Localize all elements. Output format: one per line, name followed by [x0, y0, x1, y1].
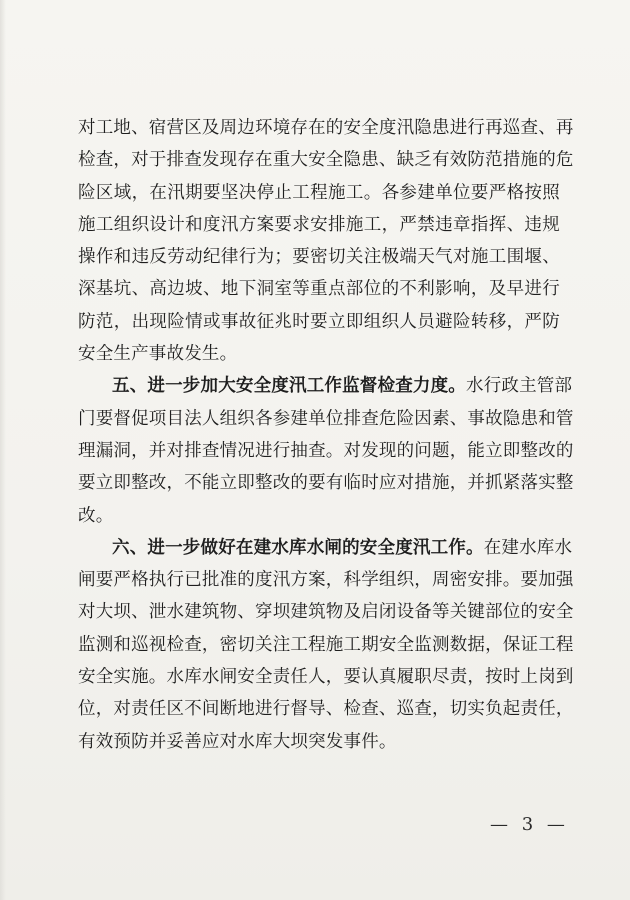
bleed-through-stamp: [80, 731, 380, 755]
paragraph-line: 闸要严格执行已批准的度汛方案，科学组织，周密安排。要加强: [78, 570, 574, 591]
document-body: [78, 112, 574, 758]
page-number: — 3 —: [490, 814, 569, 835]
paragraph-line: 要立即整改，不能立即整改的要有临时应对措施，并抓紧落实整: [78, 473, 574, 494]
section-six-first-line-rest: 在建水库水: [483, 537, 573, 558]
paragraph-line: 施工组织设计和度汛方案要求安排施工，严禁违章指挥、违规: [78, 214, 560, 235]
paragraph-line: 防范，出现险情或事故征兆时要立即组织人员避险转移，严防: [78, 311, 560, 332]
paragraph-line: 位，对责任区不间断地进行督导、检查、巡查，切实负起责任，: [78, 699, 574, 720]
paragraph-line: 监测和巡视检查，密切关注工程施工期安全监测数据，保证工程: [78, 634, 574, 655]
scan-edge: [0, 0, 6, 900]
paragraph-line: 对工地、宿营区及周边环境存在的安全度汛隐患进行再巡查、再: [78, 118, 574, 138]
section-six-first-line: [78, 532, 573, 564]
section-six-heading: 六、进一步做好在建水库水闸的安全度汛工作。: [112, 537, 484, 558]
paragraph-line: 操作和违反劳动纪律行为；要密切关注极端天气对施工围堰、: [78, 247, 560, 268]
paragraph-line: 理漏洞，并对排查情况进行抽查。对发现的问题，能立即整改的: [78, 440, 574, 461]
paragraph-line: 改。: [78, 505, 114, 526]
paragraph-line: 有效预防并妥善应对水库大坝突发事件。: [78, 731, 397, 752]
section-five-first-line: [78, 370, 573, 402]
paragraph-line: 安全生产事故发生。: [78, 344, 238, 365]
section-five-heading: 五、进一步加大安全度汛工作监督检查力度。: [112, 376, 466, 397]
paragraph-line: 检查，对于排查发现存在重大安全隐患、缺乏有效防范措施的危: [78, 150, 574, 171]
paragraph-line: 深基坑、高边坡、地下洞室等重点部位的不利影响，及早进行: [78, 279, 560, 300]
section-five-first-line-rest: 水行政主管部: [466, 376, 573, 397]
paragraph-line: 安全实施。水库水闸安全责任人，要认真履职尽责，按时上岗到: [78, 667, 574, 688]
paragraph-line: 险区域，在汛期要坚决停止工程施工。各参建单位要严格按照: [78, 182, 560, 203]
paragraph-line: 对大坝、泄水建筑物、穿坝建筑物及启闭设备等关键部位的安全: [78, 602, 574, 623]
paragraph-line: 门要督促项目法人组织各参建单位排查危险因素、事故隐患和管: [78, 408, 574, 429]
